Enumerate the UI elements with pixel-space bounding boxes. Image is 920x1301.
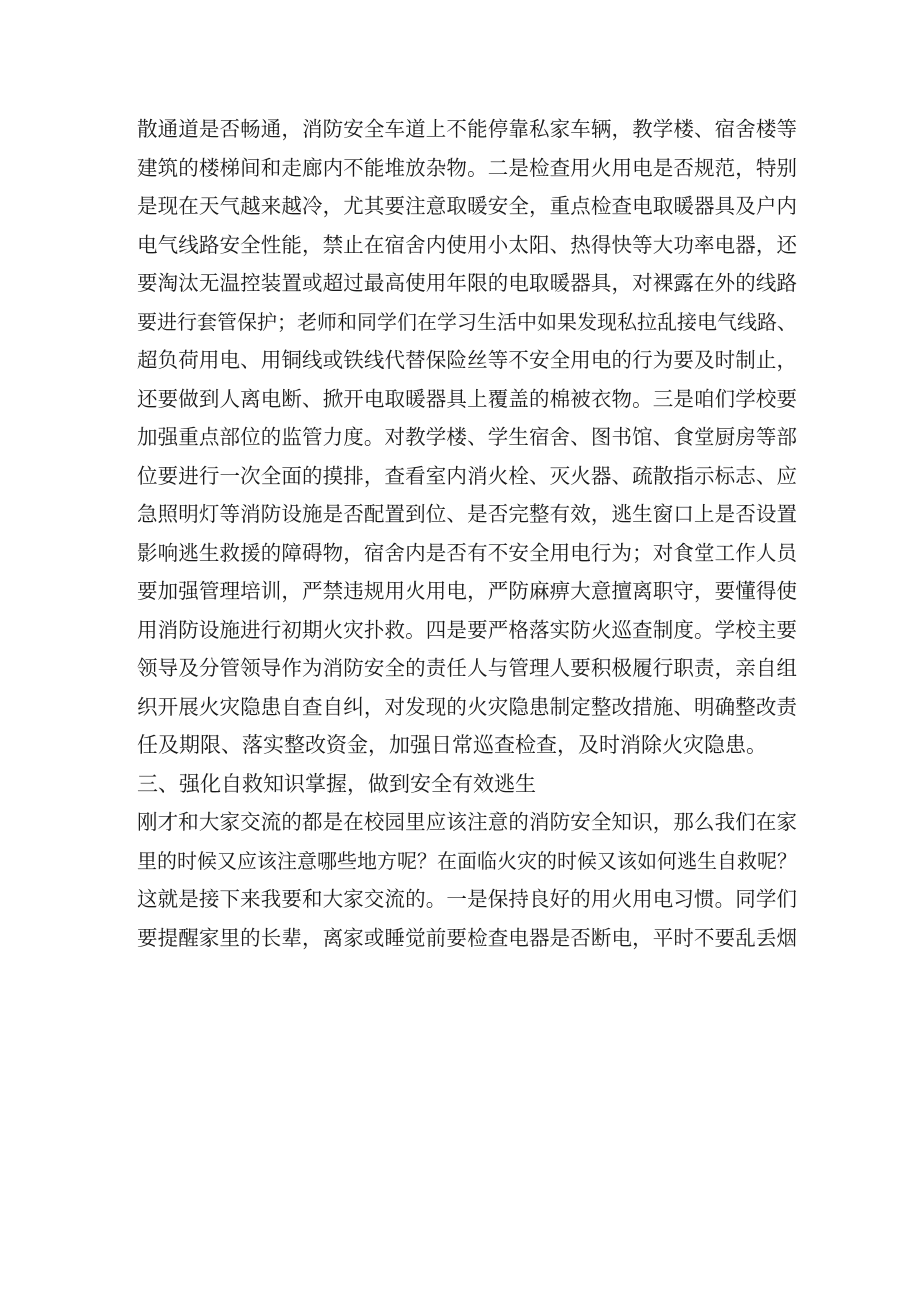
text-line: 超负荷用电、用铜线或铁线代替保险丝等不安全用电的行为要及时制止， bbox=[137, 348, 797, 372]
text-line: 要进行套管保护；老师和同学们在学习生活中如果发现私拉乱接电气线路、 bbox=[137, 309, 797, 334]
text-line: 还要做到人离电断、掀开电取暖器具上覆盖的棉被衣物。三是咱们学校要 bbox=[137, 386, 797, 411]
text-line: 电气线路安全性能，禁止在宿舍内使用小太阳、热得快等大功率电器，还 bbox=[137, 232, 797, 257]
text-line: 要加强管理培训，严禁违规用火用电，严防麻痹大意擅离职守，要懂得使 bbox=[137, 579, 797, 603]
body-text bbox=[137, 110, 797, 957]
text-line: 领导及分管领导作为消防安全的责任人与管理人要积极履行职责，亲自组 bbox=[137, 656, 797, 680]
section-heading: 三、强化自救知识掌握，做到安全有效逃生 bbox=[137, 771, 536, 796]
text-line: 加强重点部位的监管力度。对教学楼、学生宿舍、图书馆、食堂厨房等部 bbox=[137, 425, 797, 449]
text-line: 散通道是否畅通，消防安全车道上不能停靠私家车辆，教学楼、宿舍楼等 bbox=[137, 117, 797, 141]
text-line: 这就是接下来我要和大家交流的。一是保持良好的用火用电习惯。同学们 bbox=[137, 887, 797, 911]
text-line: 里的时候又应该注意哪些地方呢？在面临火灾的时候又该如何逃生自救呢？ bbox=[137, 848, 797, 873]
text-line: 刚才和大家交流的都是在校园里应该注意的消防安全知识，那么我们在家 bbox=[137, 810, 797, 834]
text-line: 任及期限、落实整改资金，加强日常巡查检查，及时消除火灾隐患。 bbox=[137, 733, 767, 757]
text-line: 是现在天气越来越冷，尤其要注意取暖安全，重点检查电取暖器具及户内 bbox=[137, 194, 797, 218]
text-line: 用消防设施进行初期火灾扑救。四是要严格落实防火巡查制度。学校主要 bbox=[137, 617, 797, 642]
text-line: 织开展火灾隐患自查自纠，对发现的火灾隐患制定整改措施、明确整改责 bbox=[137, 694, 797, 719]
text-line: 位要进行一次全面的摸排，查看室内消火栓、灭火器、疏散指示标志、应 bbox=[137, 463, 797, 488]
text-line: 要提醒家里的长辈，离家或睡觉前要检查电器是否断电，平时不要乱丢烟 bbox=[137, 925, 797, 950]
text-line: 要淘汰无温控装置或超过最高使用年限的电取暖器具，对裸露在外的线路 bbox=[137, 271, 797, 295]
text-line: 影响逃生救援的障碍物，宿舍内是否有不安全用电行为；对食堂工作人员 bbox=[137, 540, 797, 565]
text-line: 建筑的楼梯间和走廊内不能堆放杂物。二是检查用火用电是否规范，特别 bbox=[137, 155, 797, 180]
text-line: 急照明灯等消防设施是否配置到位、是否完整有效，逃生窗口上是否设置 bbox=[137, 502, 797, 526]
